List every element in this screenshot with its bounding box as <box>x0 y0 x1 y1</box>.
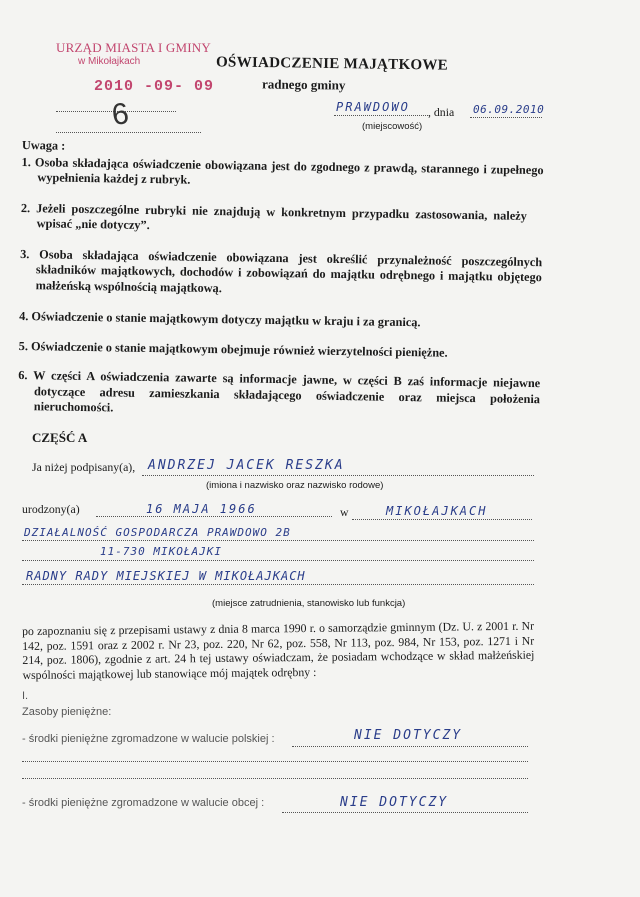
job-caption: (miejsce zatrudnienia, stanowisko lub funkcja) <box>212 598 406 609</box>
stamp-place: w Mikołajkach <box>78 56 141 67</box>
in-label: w <box>340 505 349 519</box>
handwritten-place: PRAWDOWO <box>336 100 410 114</box>
stamp-office: URZĄD MIASTA I GMINY <box>56 40 211 55</box>
stamp-date: 2010 -09- 09 <box>94 78 215 95</box>
handwritten-page-number: 6 <box>109 97 131 133</box>
born-label: urodzony(a) <box>22 502 80 516</box>
foreign-funds-label: - środki pieniężne zgromadzone w walucie obcej : <box>22 797 265 809</box>
handwritten-date: 06.09.2010 <box>473 103 545 116</box>
pln-funds-label: - środki pieniężne zgromadzone w walucie polskiej : <box>22 733 275 745</box>
notes-section <box>18 138 544 423</box>
note-item-6: 6. W części A oświadczenia zawarte są informacje jawne, w części B zaś informacje niejawne dotyczące adresu zamieszkania składającego oświadczenie oraz miejsca położenia nieruchomości. <box>18 367 541 415</box>
legal-statement: po zapoznaniu się z przepisami ustawy z dnia 8 marca 1990 r. o samorządzie gminnym (Dz. U. z 2001 r. Nr 142, poz. 1591 oraz z 2002 r. Nr 23, poz. 220, Nr 62, poz. 558, Nr 113, poz. 984, Nr 153, poz. 1271 i Nr 214, poz. 1806), zgodnie z art. 24 h tej ustawy oświadczam, że posiadam wchodzące w skład małżeńskiej wspólności majątkowej lub stanowiące mój majątek odrębny : <box>22 618 535 682</box>
foreign-funds-value: NIE DOTYCZY <box>340 795 449 810</box>
note-item-4: 4. Oświadczenie o stanie majątkowym dotyczy majątku w kraju i za granicą. <box>19 308 421 330</box>
handwritten-job-line1: DZIAŁALNOŚĆ GOSPODARCZA PRAWDOWO 2B <box>24 526 291 539</box>
date-label: , dnia <box>428 105 455 119</box>
part-a-heading: CZĘŚĆ A <box>32 430 88 445</box>
note-item-2: 2. Jeżeli poszczególne rubryki nie znajdują w konkretnym przypadku zastosowania, należy wpisać „nie dotyczy”. <box>20 200 527 233</box>
handwritten-job-line3: RADNY RADY MIEJSKIEJ W MIKOŁAJKACH <box>26 569 306 583</box>
cash-resources-heading: Zasoby pieniężne: <box>22 706 112 718</box>
notes-heading: Uwaga : <box>21 138 66 153</box>
note-item-5: 5. Oświadczenie o stanie majątkowym obejmuje również wierzytelności pieniężne. <box>18 338 448 360</box>
handwritten-birth-date: 16 MAJA 1966 <box>146 502 257 516</box>
place-caption: (miejscowość) <box>362 121 423 132</box>
signed-label: Ja niżej podpisany(a), <box>32 460 136 474</box>
document-subtitle: radnego gminy <box>261 76 346 93</box>
name-caption: (imiona i nazwisko oraz nazwisko rodowe) <box>206 480 384 491</box>
handwritten-name: ANDRZEJ JACEK RESZKA <box>148 458 345 473</box>
handwritten-job-line2: 11-730 MIKOŁAJKI <box>100 545 222 558</box>
pln-funds-value: NIE DOTYCZY <box>354 728 463 743</box>
handwritten-birth-place: MIKOŁAJKACH <box>386 504 488 518</box>
section-i-numeral: I. <box>22 690 29 702</box>
document-title: OŚWIADCZENIE MAJĄTKOWE <box>215 54 449 74</box>
note-item-3: 3. Osoba składająca oświadczenie obowiązana jest określić przynależność poszczególnych składników majątkowych, dochodów i zobowiązań do majątku odrębnego i majątku objętego małżeńską wspólnością majątkową. <box>20 246 543 295</box>
note-item-1: 1. Osoba składająca oświadczenie obowiązana jest do zgodnego z prawdą, starannego i zupełnego wypełnienia każdej z rubryk. <box>21 154 544 187</box>
